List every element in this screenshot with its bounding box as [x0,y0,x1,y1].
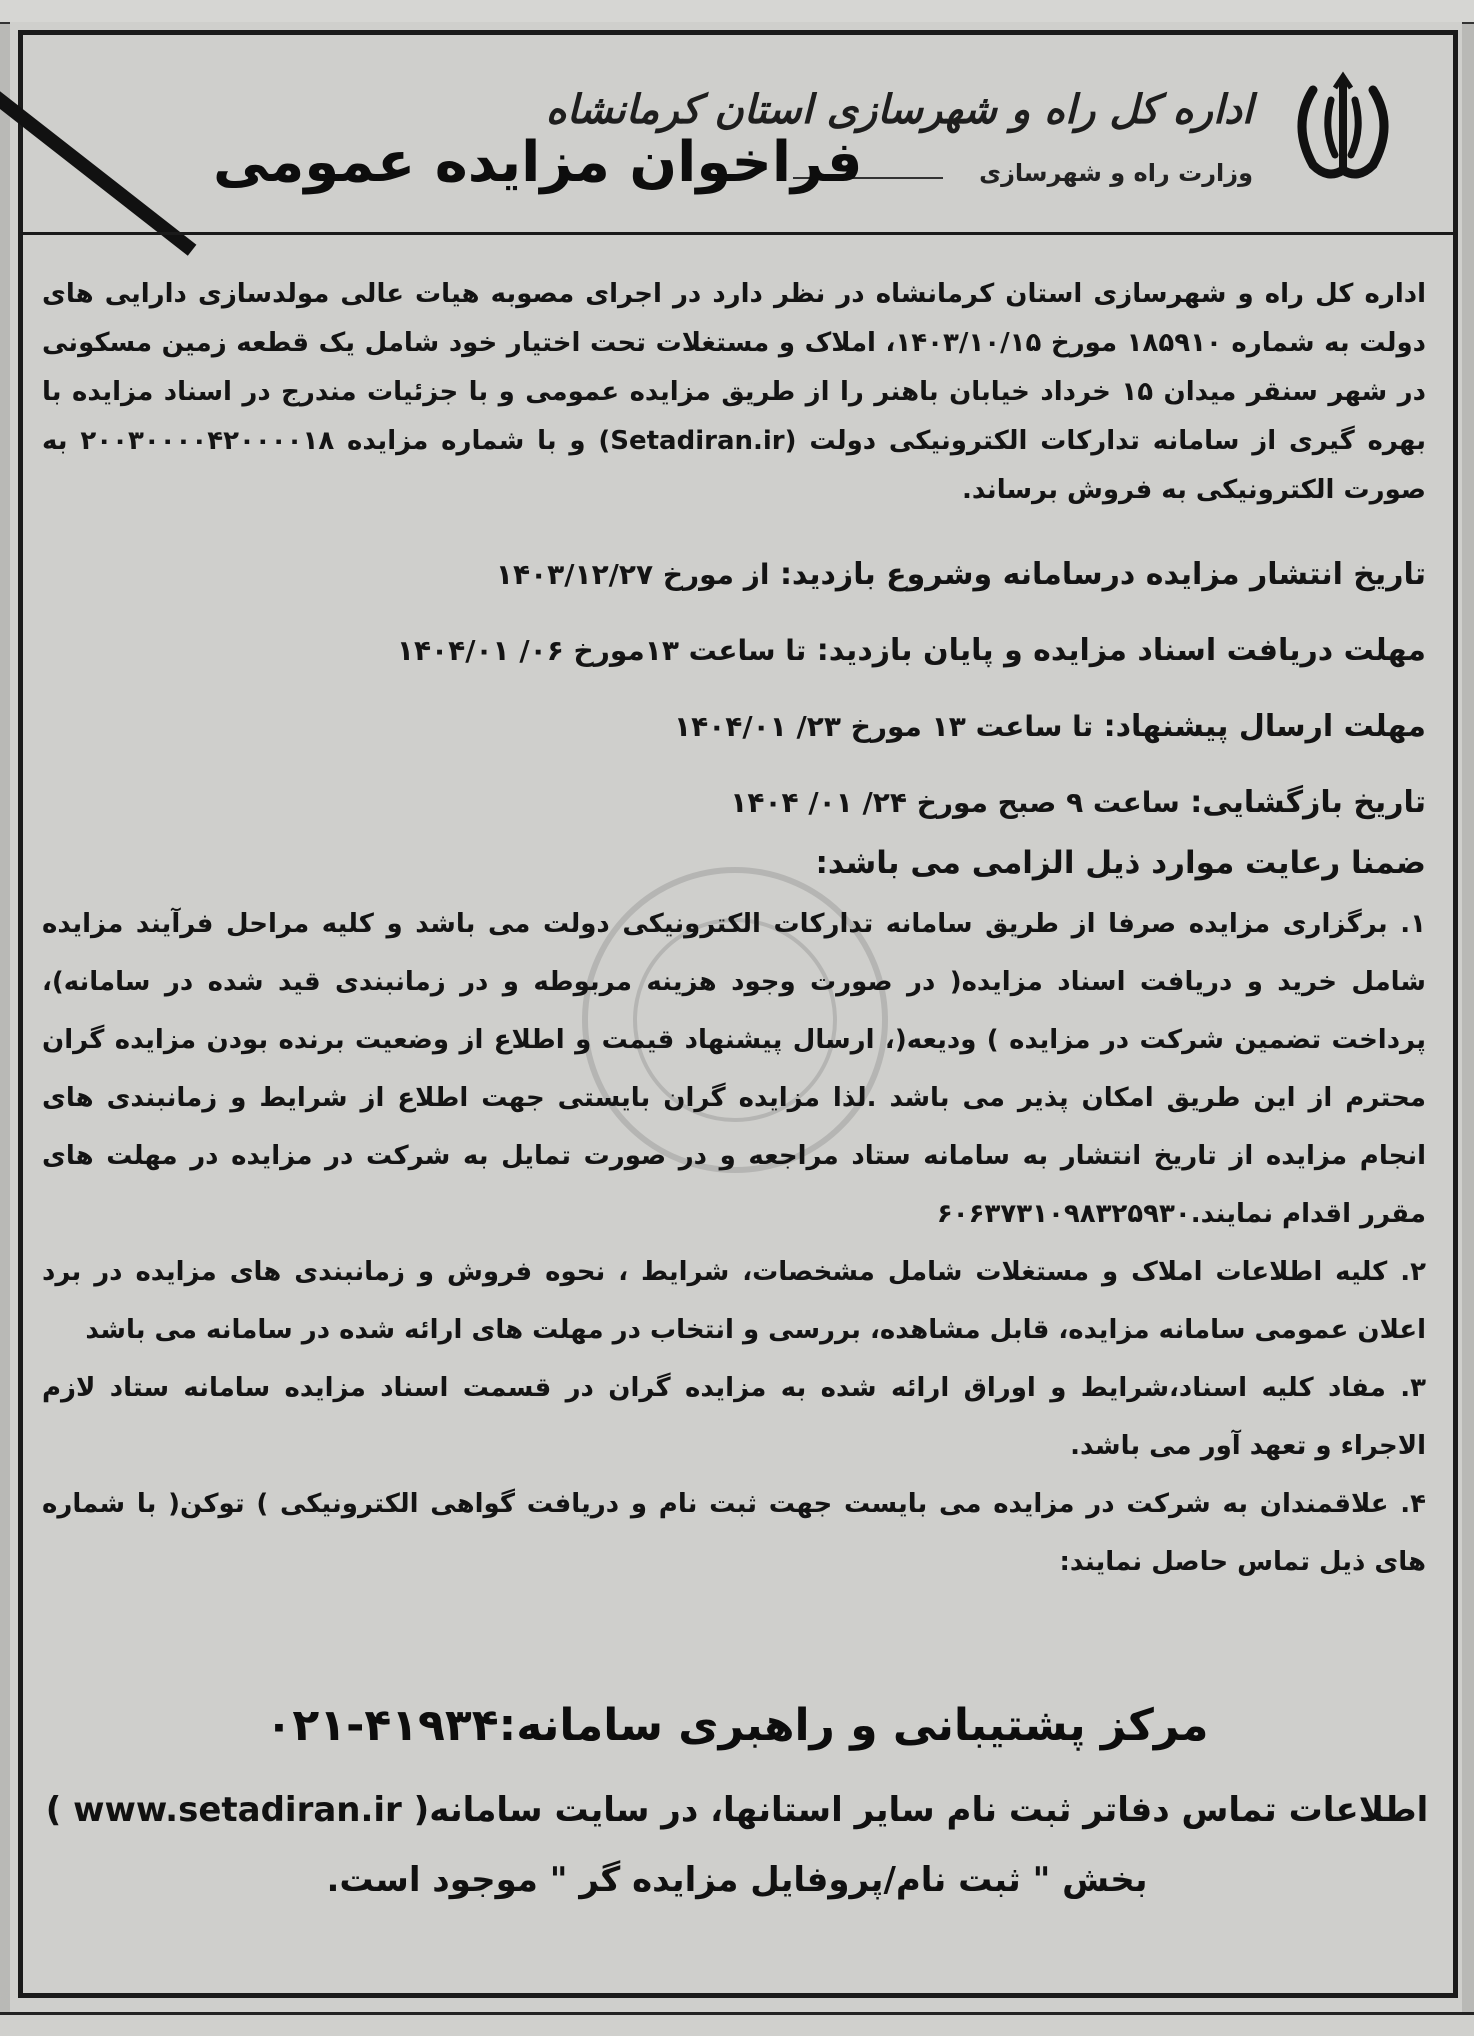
schedule-row-submission [42,689,1426,765]
notice-header [23,35,1453,235]
notice-body [42,270,1426,1591]
contact-line-2: بخش " ثبت نام/پروفایل مزایده گر " موجود است. [326,1860,1148,1900]
page-top-edge [0,0,1474,24]
schedule-value: تا ساعت ۱۳مورخ ۰۶/ ۱۴۰۴/۰۱ [396,634,807,667]
iran-emblem-icon [1283,70,1403,190]
schedule [42,537,1426,841]
support-center: مرکز پشتیبانی و راهبری سامانه:۴۱۹۳۴-۰۲۱ [265,1700,1209,1751]
requirement-item: ۲. کلیه اطلاعات املاک و مستغلات شامل مشخصات، شرایط ، نحوه فروش و زمانبندی های مزایده در برد اعلان عمومی سامانه مزایده، قابل مشاهده، بررسی و انتخاب در مهلت های ارائه شده در سامانه می باشد [42,1257,1426,1345]
schedule-value: از مورخ ۱۴۰۳/۱۲/۲۷ [495,558,770,591]
organization-name: اداره کل راه و شهرسازی استان کرمانشاه [545,87,1253,133]
requirement-item: ۳. مفاد کلیه اسناد،شرایط و اوراق ارائه شده به مزایده گران در قسمت اسناد مزایده سامانه ستاد لازم الاجراء و تعهد آور می باشد. [42,1373,1426,1461]
schedule-value: تا ساعت ۱۳ مورخ ۲۳/ ۱۴۰۴/۰۱ [674,710,1094,743]
schedule-row-documents [42,613,1426,689]
ministry-name: وزارت راه و شهرسازی [979,159,1253,187]
schedule-row-opening [42,765,1426,841]
intro-paragraph: اداره کل راه و شهرسازی استان کرمانشاه در نظر دارد در اجرای مصوبه هیات عالی مولدسازی دارایی های دولت به شماره ۱۸۵۹۱۰ مورخ ۱۴۰۳/۱۰/۱۵، املاک و مستغلات تحت اختیار خود شامل یک قطعه زمین مسکونی در شهر سنقر میدان ۱۵ خرداد خیابان باهنر را از طریق مزایده عمومی و با جزئیات مندرج در اسناد مزایده با بهره گیری از سامانه تدارکات الکترونیکی دولت (Setadiran.ir) و با شماره مزایده ۲۰۰۳۰۰۰۰۴۲۰۰۰۰۱۸ به صورت الکترونیکی به فروش برساند. [42,279,1426,505]
schedule-label: مهلت دریافت اسناد مزایده و پایان بازدید: [816,633,1426,668]
page-bottom-edge [0,2012,1474,2036]
schedule-label: مهلت ارسال پیشنهاد: [1103,709,1426,744]
contact-line-1: اطلاعات تماس دفاتر ثبت نام سایر استانها، در سایت سامانه( www.setadiran.ir ) [45,1790,1429,1830]
schedule-value: ساعت ۹ صبح مورخ ۲۴/ ۰۱/ ۱۴۰۴ [730,786,1180,819]
schedule-label: تاریخ انتشار مزایده درسامانه وشروع بازدید: [779,557,1426,592]
requirement-item: ۱. برگزاری مزایده صرفا از طریق سامانه تدارکات الکترونیکی دولت می باشد و کلیه مراحل فرآیند مزایده شامل خرید و دریافت اسناد مزایده( در صورت وجود هزینه مربوطه و در زمانبندی قید شده در سامانه)، پرداخت تضمین شرکت در مزایده ) ودیعه(، ارسال پیشنهاد قیمت و اطلاع از وضعیت برنده بودن مزایده گران محترم از این طریق امکان پذیر می باشد .لذا مزایده گران بایستی جهت اطلاع از شرایط و زمانبندی های انجام مزایده از تاریخ انتشار به سامانه ستاد مراجعه و در صورت تمایل به شرکت در مزایده در مهلت های مقرر اقدام نمایند.۶۰۶۳۷۳۱۰۹۸۳۲۵۹۳۰ [42,909,1426,1229]
requirements-title: ضمنا رعایت موارد ذیل الزامی می باشد: [815,845,1426,881]
notice-title: فراخوان مزایده عمومی [213,130,863,195]
requirement-item: ۴. علاقمندان به شرکت در مزایده می بایست جهت ثبت نام و دریافت گواهی الکترونیکی ) توکن( با شماره های ذیل تماس حاصل نمایند: [42,1489,1426,1577]
schedule-label: تاریخ بازگشایی: [1190,785,1426,820]
schedule-row-publish [42,537,1426,613]
